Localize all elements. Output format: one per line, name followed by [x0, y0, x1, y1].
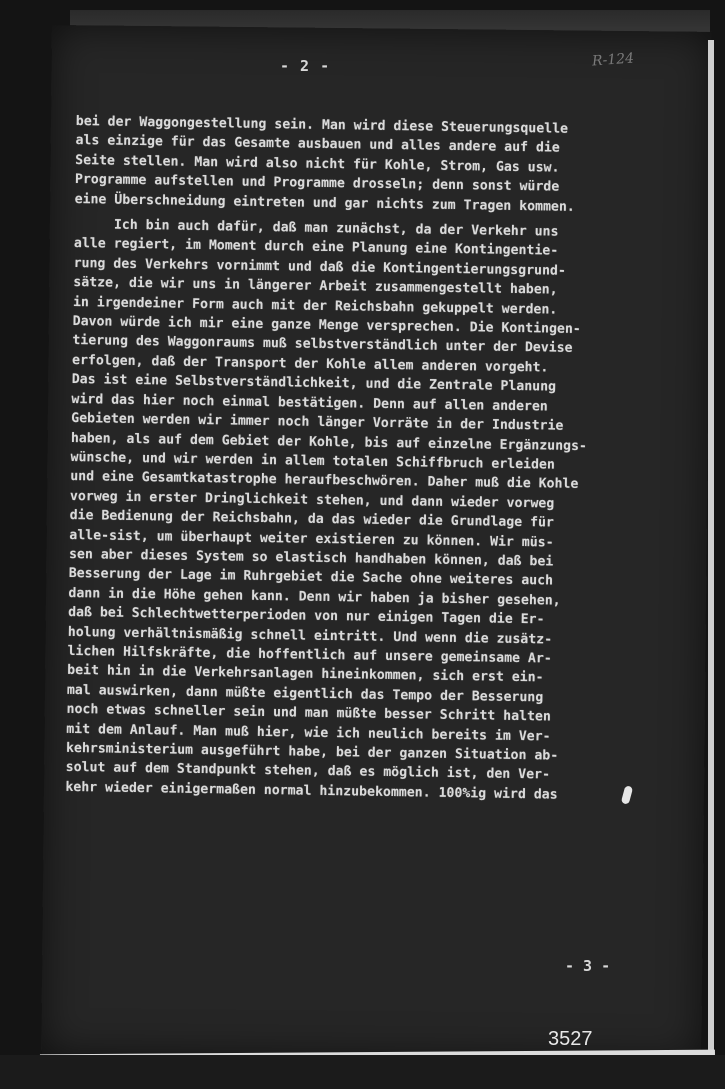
- text-line: noch etwas schneller sein und man müßte besser Schritt halten: [66, 702, 551, 725]
- text-line: beit hin in die Verkehrsanlagen hineinkommen, sich erst ein-: [67, 663, 544, 686]
- text-line: holung verhältnismäßig schnell eintritt. Und wenn die zusätz-: [67, 624, 553, 648]
- text-line: wünsche, und wir werden in allem totalen Schiffbruch erleiden: [70, 449, 555, 473]
- text-line: mit dem Anlauf. Man muß hier, wie ich neulich bereits im Ver-: [66, 721, 551, 745]
- text-line: Seite stellen. Man wird also nicht für Kohle, Strom, Gas usw.: [75, 152, 560, 176]
- text-line: rung des Verkehrs vornimmt und daß die Kontingentierungsgrund-: [73, 255, 566, 279]
- text-line: alle regiert, im Moment durch eine Planung eine Kontingentie-: [73, 236, 559, 260]
- typed-body-text: [65, 112, 666, 806]
- archive-stamp-number: 3527: [548, 1028, 593, 1050]
- text-line: Davon würde ich mir eine ganze Menge versprechen. Die Kontingen-: [72, 314, 581, 338]
- text-line: alle-sist, um überhaupt weiter existieren zu können. Wir müs-: [69, 527, 554, 551]
- text-line: bei der Waggongestellung sein. Man wird diese Steuerungsquelle: [75, 113, 569, 137]
- text-line: mal auswirken, dann müßte eigentlich das Tempo der Besserung: [66, 682, 544, 706]
- text-line: sen aber dieses System so elastisch handhaben können, daß bei: [68, 546, 554, 570]
- text-line: solut auf dem Standpunkt stehen, daß es möglich ist, den Ver-: [65, 760, 551, 783]
- text-line: dann in die Höhe gehen kann. Denn wir haben ja bisher gesehen,: [68, 585, 561, 609]
- page-number: - 2 -: [280, 57, 331, 75]
- text-line: eine Überschneidung eintreten und gar nichts zum Tragen kommen.: [74, 191, 575, 215]
- text-line: daß bei Schlechtwetterperioden von nur einigen Tagen die Er-: [68, 605, 545, 628]
- text-line: tierung des Waggonraums muß selbstverständlich unter der Devise: [72, 333, 573, 357]
- text-line: Programme aufstellen und Programme drosseln; denn sonst würde: [74, 172, 560, 195]
- text-line: als einzige für das Gesamte ausbauen und alles andere auf die: [75, 133, 560, 157]
- text-line: Das ist eine Selbstverständlichkeit, und die Zentrale Planung: [71, 372, 557, 395]
- text-line: haben, als auf dem Gebiet der Kohle, bis auf einzelne Ergänzungs-: [70, 430, 588, 454]
- text-line: Besserung der Lage im Ruhrgebiet die Sache ohne weiteres auch: [68, 566, 554, 589]
- scan-bottom-edge: [0, 1055, 725, 1089]
- text-line: vorweg in erster Dringlichkeit stehen, und dann wieder vorweg: [69, 488, 555, 512]
- text-line: kehrsministerium ausgeführt habe, bei der ganzen Situation ab-: [65, 740, 559, 764]
- text-line: und eine Gesamtkatastrophe heraufbeschwören. Daher muß die Kohle: [70, 469, 579, 493]
- text-line: erfolgen, daß der Transport der Kohle allem anderen vorgeht.: [71, 352, 549, 376]
- text-line: in irgendeiner Form auch mit der Reichsbahn gekuppelt werden.: [72, 294, 558, 318]
- text-line: Gebieten werden wir immer noch länger Vorräte in der Industrie: [71, 411, 564, 434]
- text-line: die Bedienung der Reichsbahn, da das wieder die Grundlage für: [69, 508, 555, 531]
- handwritten-annotation: R-124: [591, 50, 635, 70]
- text-line: Ich bin auch dafür, daß man zunächst, da der Verkehr uns: [74, 217, 559, 240]
- text-line: kehr wieder einigermaßen normal hinzubekommen. 100%ig wird das: [65, 779, 558, 803]
- text-line: sätze, die wir uns in längerer Arbeit zusammengestellt haben,: [73, 275, 558, 298]
- next-page-marker: - 3 -: [565, 957, 611, 975]
- text-line: wird das hier noch einmal bestätigen. Denn auf allen anderen: [71, 391, 548, 415]
- sheet-right-edge: [708, 40, 714, 1050]
- text-line: lichen Hilfskräfte, die hoffentlich auf unsere gemeinsame Ar-: [67, 643, 552, 667]
